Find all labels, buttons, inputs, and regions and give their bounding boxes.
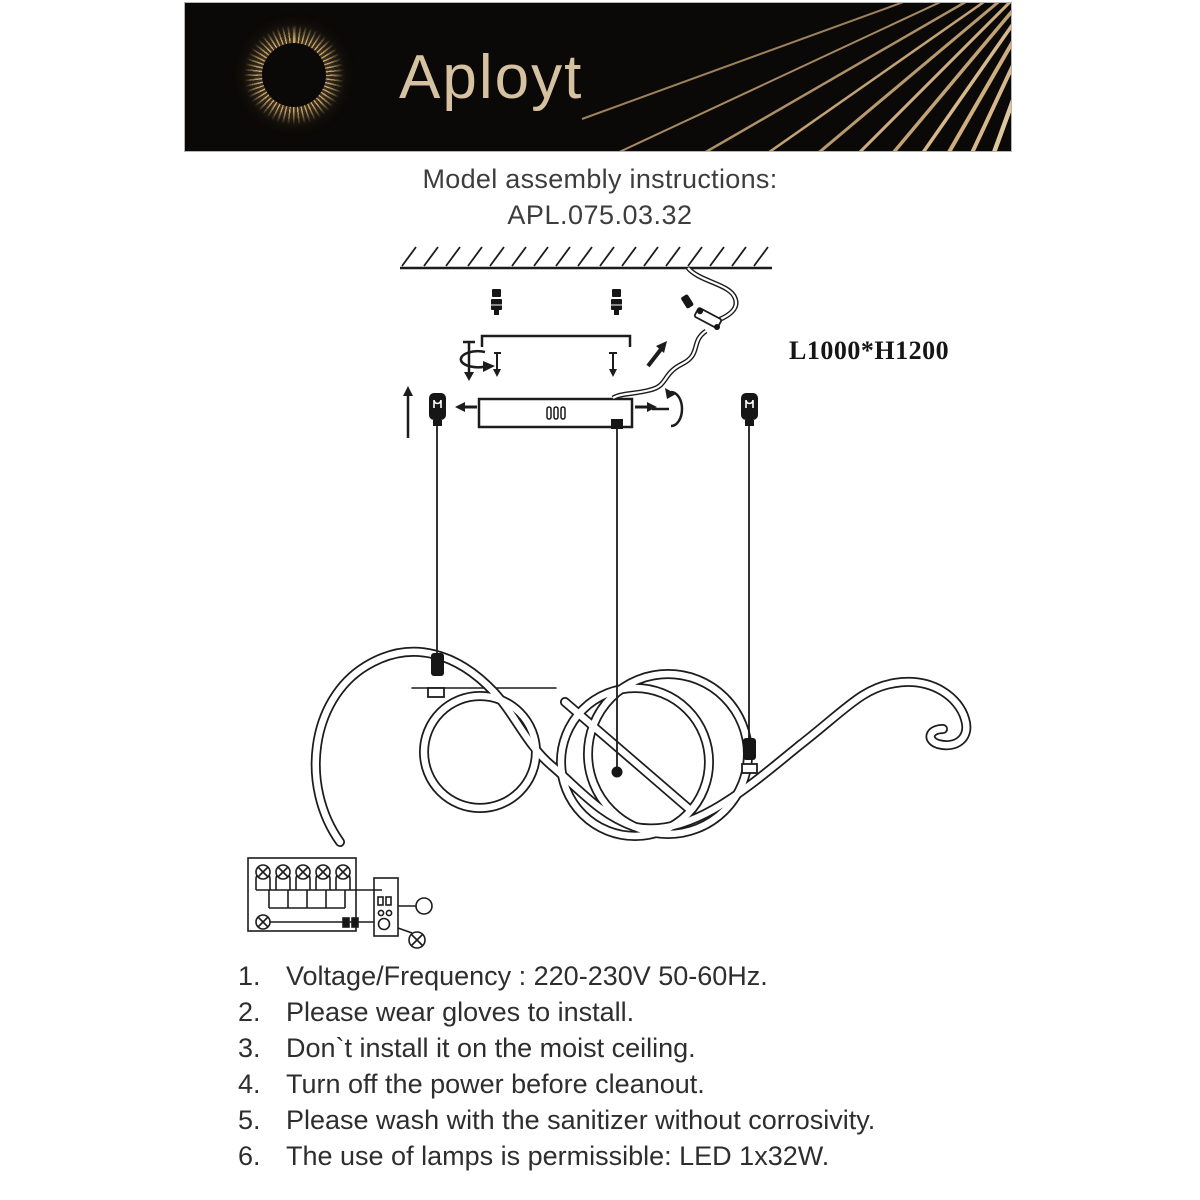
page-title: Model assembly instructions:	[422, 164, 778, 194]
list-item	[238, 1138, 998, 1174]
mounting-bracket	[482, 336, 630, 347]
mains-cable	[613, 268, 736, 398]
item-text: Don`t install it on the moist ceiling.	[286, 1033, 696, 1063]
canopy-box	[479, 399, 632, 429]
item-number: 2.	[238, 997, 261, 1027]
model-number: APL.075.03.32	[507, 200, 693, 230]
item-number: 6.	[238, 1141, 261, 1171]
item-text: Please wear gloves to install.	[286, 997, 635, 1027]
lamp-symbol-icon	[256, 865, 350, 890]
corner-rays-icon	[185, 3, 1012, 152]
screw-icon	[609, 353, 617, 377]
item-text: Turn off the power before cleanout.	[286, 1069, 705, 1099]
brand-banner	[184, 2, 1012, 152]
up-arrow-icon	[403, 386, 413, 438]
pendant-ribbon	[316, 652, 967, 842]
dimension-label: L1000*H1200	[789, 336, 950, 365]
brand-name: Aployt	[399, 43, 584, 112]
item-text: Voltage/Frequency : 220-230V 50-60Hz.	[286, 961, 768, 991]
list-item	[238, 1030, 998, 1066]
list-item	[238, 994, 998, 1030]
item-number: 4.	[238, 1069, 261, 1099]
rotate-screw-icon	[461, 342, 501, 381]
item-text: Please wash with the sanitizer without corrosivity.	[286, 1105, 876, 1135]
list-item	[238, 958, 998, 994]
instruction-list	[238, 958, 998, 1174]
item-number: 5.	[238, 1105, 261, 1135]
list-item	[238, 1066, 998, 1102]
list-item	[238, 1102, 998, 1138]
assembly-diagram	[0, 240, 1200, 960]
ceiling-hatch	[400, 247, 772, 268]
item-number: 3.	[238, 1033, 261, 1063]
title-block	[0, 164, 1200, 231]
item-text: The use of lamps is permissible: LED 1x32W.	[286, 1141, 830, 1171]
anchor-bolt-icon	[491, 289, 622, 315]
item-number: 1.	[238, 961, 261, 991]
wiring-diagram	[248, 858, 432, 948]
